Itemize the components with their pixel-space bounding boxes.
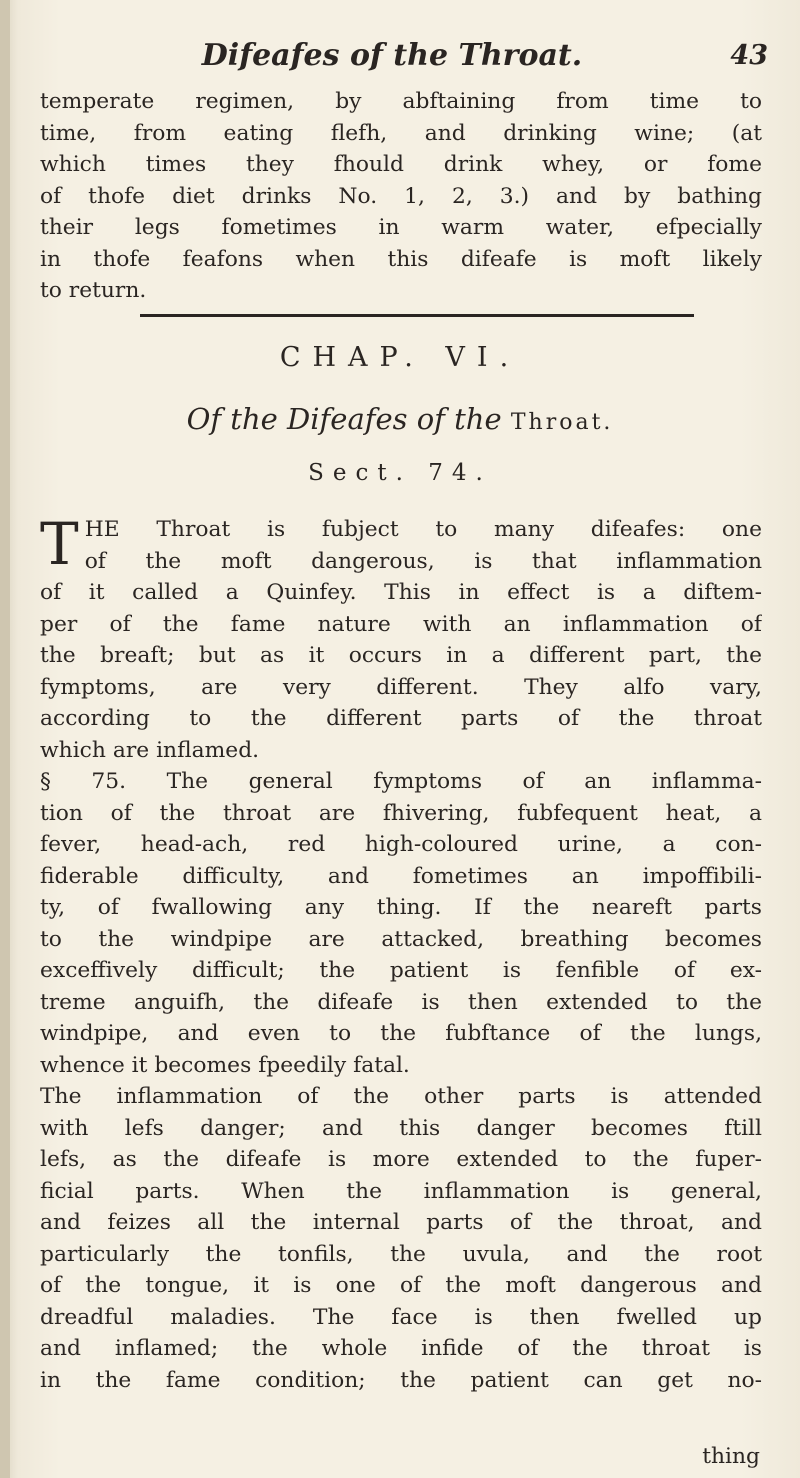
page-number: 43 (730, 40, 768, 71)
text-line: which are inflamed. (40, 737, 260, 763)
text-line: in the fame condition; the patient can get no- (40, 1367, 762, 1393)
text-line: lefs, as the difeafe is more extended to the fuper- (40, 1147, 762, 1172)
chapter-title-italic: Of the Difeafes of the (186, 402, 511, 436)
text-line: HE Throat is fubject to many difeafes: one (84, 517, 762, 542)
paragraph-3 (40, 1081, 762, 1396)
text-line: time, from eating flefh, and drinking wine; (at (40, 120, 762, 146)
page-header (92, 38, 768, 82)
text-line: dreadful maladies. The face is then fwelled up (40, 1304, 762, 1330)
text-line: of it called a Quinfey. This in effect is a diftem- (40, 580, 762, 605)
text-line: fiderable difficulty, and fometimes an impoffibili- (40, 863, 762, 889)
text-line: and feizes all the internal parts of the throat, and (40, 1210, 762, 1235)
text-line: the breaft; but as it occurs in a different part, the (40, 643, 762, 668)
chapter-title (0, 402, 800, 436)
running-title: Difeafes of the Throat. (201, 38, 583, 73)
paragraph-2 (40, 766, 762, 1081)
text-line: and inflamed; the whole infide of the throat is (40, 1336, 762, 1361)
chapter-label: CHAP. VI. (279, 342, 521, 373)
text-line: their legs fometimes in warm water, efpecially (40, 215, 762, 240)
text-line: with lefs danger; and this danger becomes ftill (40, 1115, 762, 1141)
text-line: of the moft dangerous, is that inflammation (84, 548, 762, 574)
catchword: thing (702, 1444, 760, 1469)
text-line: The inflammation of the other parts is attended (40, 1084, 762, 1109)
text-line: which times they fhould drink whey, or fome (40, 152, 762, 177)
section-number: Sect. 74. (308, 460, 492, 486)
text-line: per of the fame nature with an inflammation of (40, 611, 762, 637)
text-line: of the tongue, it is one of the moft dangerous and (40, 1273, 762, 1298)
intro-paragraph (40, 86, 762, 307)
text-line: fymptoms, are very different. They alfo vary, (40, 674, 762, 700)
text-line: to the windpipe are attacked, breathing becomes (40, 926, 762, 952)
text-line: according to the different parts of the throat (40, 706, 762, 731)
text-line: windpipe, and even to the fubftance of the lungs, (40, 1021, 762, 1046)
text-line: in thofe feafons when this difeafe is moft likely (40, 246, 762, 272)
paragraph-1 (40, 510, 762, 766)
text-line: fever, head-ach, red high-coloured urine, a con- (40, 832, 762, 857)
drop-cap: T (40, 510, 79, 578)
text-line: to return. (40, 278, 147, 303)
text-line: exceffively difficult; the patient is fenfible of ex- (40, 958, 762, 983)
text-line: § 75. The general fymptoms of an inflamma- (40, 769, 762, 794)
page-gutter-edge (0, 0, 10, 1478)
chapter-title-caps: Throat. (510, 410, 614, 435)
section-divider (140, 314, 694, 317)
text-line: particularly the tonfils, the uvula, and the root (40, 1241, 762, 1267)
text-line: ficial parts. When the inflammation is general, (40, 1178, 762, 1204)
text-line: tion of the throat are fhivering, fubfequent heat, a (40, 800, 762, 826)
text-line: ty, of fwallowing any thing. If the neareft parts (40, 895, 762, 920)
text-line: whence it becomes fpeedily fatal. (40, 1052, 410, 1078)
text-line: treme anguifh, the difeafe is then extended to the (40, 989, 762, 1015)
text-line: of thofe diet drinks No. 1, 2, 3.) and by bathing (40, 183, 762, 209)
text-line: temperate regimen, by abftaining from time to (40, 89, 762, 114)
